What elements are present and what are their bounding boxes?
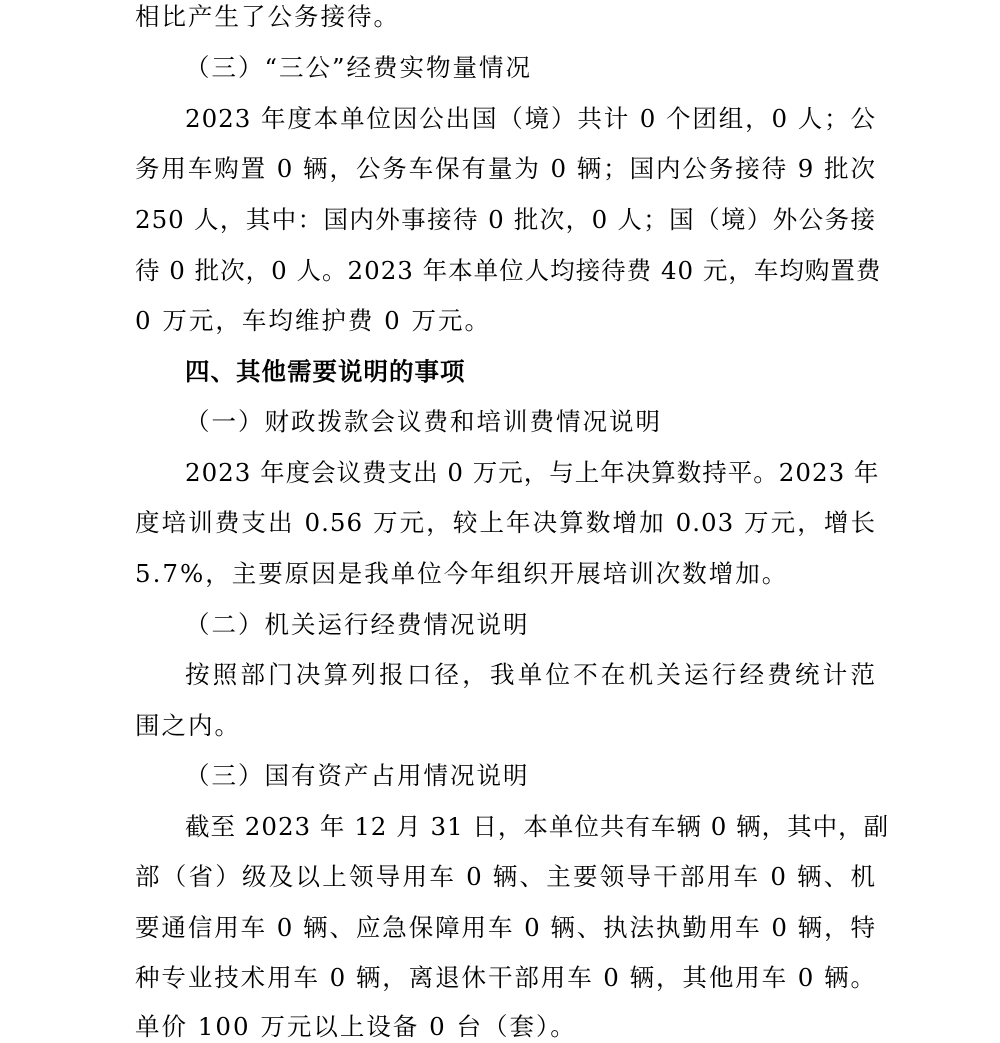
paragraph-line: 要通信用车 0 辆、应急保障用车 0 辆、执法执勤用车 0 辆，特 (135, 913, 876, 942)
paragraph-line: 务用车购置 0 辆，公务车保有量为 0 辆；国内公务接待 9 批次 (135, 154, 876, 183)
paragraph-line: 2023 年度本单位因公出国（境）共计 0 个团组，0 人；公 (185, 104, 876, 133)
subsection-heading: （三）“三公”经费实物量情况 (185, 53, 533, 82)
paragraph-line: 单价 100 万元以上设备 0 台（套）。 (135, 1012, 577, 1041)
paragraph-line: 度培训费支出 0.56 万元，较上年决算数增加 0.03 万元，增长 (135, 508, 876, 537)
paragraph-line: 围之内。 (135, 711, 241, 740)
paragraph-line: 相比产生了公务接待。 (135, 2, 400, 31)
subsection-heading: （一）财政拨款会议费和培训费情况说明 (185, 407, 662, 436)
section-heading: 四、其他需要说明的事项 (185, 357, 466, 386)
paragraph-line: 待 0 批次，0 人。2023 年本单位人均接待费 40 元，车均购置费 (135, 256, 882, 285)
paragraph-line: 5.7%，主要原因是我单位今年组织开展培训次数增加。 (135, 559, 789, 588)
paragraph-line: 0 万元，车均维护费 0 万元。 (135, 306, 492, 335)
paragraph-line: 按照部门决算列报口径，我单位不在机关运行经费统计范 (185, 660, 876, 689)
paragraph-line: 2023 年度会议费支出 0 万元，与上年决算数持平。2023 年 (185, 458, 880, 487)
subsection-heading: （二）机关运行经费情况说明 (185, 610, 530, 639)
paragraph-line: 种专业技术用车 0 辆，离退休干部用车 0 辆，其他用车 0 辆。 (135, 963, 876, 992)
paragraph-line: 截至 2023 年 12 月 31 日，本单位共有车辆 0 辆，其中，副 (185, 812, 890, 841)
paragraph-line: 250 人，其中：国内外事接待 0 批次，0 人；国（境）外公务接 (135, 205, 876, 234)
paragraph-line: 部（省）级及以上领导用车 0 辆、主要领导干部用车 0 辆、机 (135, 862, 876, 891)
subsection-heading: （三）国有资产占用情况说明 (185, 761, 530, 790)
